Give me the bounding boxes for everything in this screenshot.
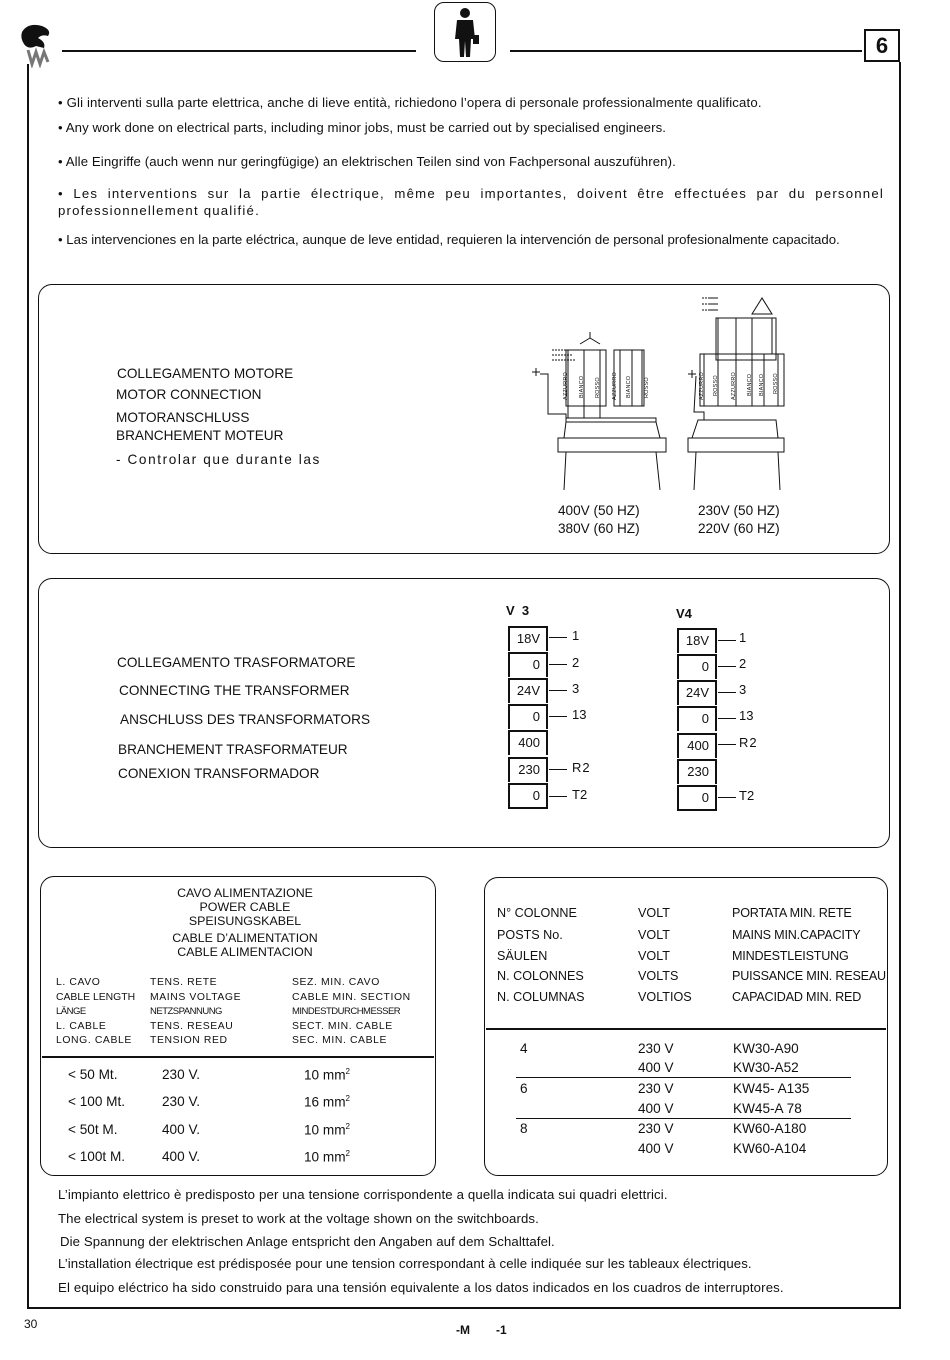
v3-terminal-number: 13 [572,707,587,722]
cable-row-section [304,1149,350,1165]
capacity-header-text: SÄULEN [497,949,548,963]
doc-code-left: -M [456,1323,470,1337]
v4-tick [718,692,736,693]
capacity-header-posts [497,903,584,1009]
capacity-group-divider [516,1118,851,1119]
capacity-header-text: N. COLONNES [497,968,584,983]
v4-tick [718,718,736,719]
cable-row-section-sup: 2 [345,1122,350,1131]
header-rule-right [510,50,862,52]
cable-row-length: < 100 Mt. [68,1094,126,1109]
note-es: El equipo eléctrico ha sido construido para una tensión equivalente a los datos indicados en los cuadros de interruptores. [58,1280,784,1295]
cable-row-length: < 100t M. [68,1149,126,1164]
cable-title-line: SPEISUNGSKABEL [188,914,302,928]
transformer-label-fr: BRANCHEMENT TRASFORMATEUR [118,742,348,757]
capacity-row-volt: 230 V [638,1081,674,1096]
v3-cell: 24V [508,678,548,703]
capacity-header-text: CAPACIDAD MIN. RED [732,990,862,1004]
delta-wire-label: AZZURRO [731,372,737,400]
v4-terminal-number: 3 [739,682,747,697]
v4-cell: 230 [677,759,717,784]
v3-terminal-number: 2 [572,655,580,670]
cable-header-text: TENS. RESEAU [150,1020,234,1032]
capacity-row-cap: KW45-A 78 [733,1101,802,1116]
v3-tick [549,637,567,638]
v3-tick [549,769,567,770]
capacity-header-divider [486,1028,886,1030]
capacity-row-cap: KW60-A180 [733,1121,807,1136]
cable-row-section [304,1067,350,1083]
star-wire-label: ROSSO [644,377,650,398]
cable-title-line: CAVO ALIMENTAZIONE [177,886,313,900]
cable-row-length: < 50 Mt. [68,1067,118,1082]
capacity-header-text: VOLT [638,927,670,942]
cable-row-section-sup: 2 [345,1149,350,1158]
capacity-row-posts: 4 [520,1041,528,1056]
v3-terminal-number: 1 [572,628,580,643]
capacity-header-text: MAINS MIN.CAPACITY [732,927,861,942]
cable-row-section-value: 10 mm [304,1067,346,1083]
v4-terminal-number: T2 [739,788,755,803]
delta-wiring-diagram [684,292,794,490]
note-de: Die Spannung der elektrischen Anlage entspricht den Angaben auf dem Schalttafel. [60,1234,555,1249]
cable-row-section [304,1122,350,1138]
cable-header-text: CABLE LENGTH [56,991,136,1003]
star-wire-label: AZZURRO [612,372,618,400]
v4-tick [718,744,736,745]
capacity-row-volt: 230 V [638,1121,674,1136]
page-badge: 6 [864,29,900,62]
v4-cell: 0 [677,706,717,731]
capacity-row-posts: 6 [520,1081,528,1096]
capacity-header-text: VOLTIOS [638,990,692,1004]
v4-tick [718,797,736,798]
cable-row-section-value: 10 mm [304,1122,346,1138]
page-number: 30 [24,1317,38,1331]
capacity-header-text: PORTATA MIN. RETE [732,906,852,920]
capacity-header-text: VOLT [638,949,670,963]
cable-title [40,886,450,959]
v4-title: V4 [676,606,692,621]
capacity-row-volt: 400 V [638,1141,674,1156]
transformer-label-es: CONEXION TRANSFORMADOR [118,766,320,781]
delta-wire-label: ROSSO [713,375,719,396]
v3-tick [549,664,567,665]
delta-wire-label: BIANCO [747,373,753,396]
transformer-label-de: ANSCHLUSS DES TRANSFORMATORS [120,712,371,727]
motor-label-it: COLLEGAMENTO MOTORE [117,366,294,381]
v4-cell: 0 [677,785,717,811]
motor-label-fr: BRANCHEMENT MOTEUR [116,428,284,443]
capacity-row-posts: 8 [520,1121,528,1136]
star-wire-label: BIANCO [626,375,632,398]
v4-terminal-number: 2 [739,656,747,671]
cable-header-voltage [150,976,241,1049]
cable-row-section-value: 10 mm [304,1149,346,1165]
intro-line-it: • Gli interventi sulla parte elettrica, anche di lieve entità, richiedono l’opera di personale professionalmente qualificato. [58,95,762,110]
cable-header-text: SEC. MIN. CABLE [292,1035,388,1046]
v3-cell: 18V [508,626,548,651]
cable-header-text: SEZ. MIN. CAVO [292,977,380,988]
cable-header-text: LÄNGE [56,1006,86,1017]
star-wire-label: AZZURRO [563,372,569,400]
capacity-row-volt: 400 V [638,1101,674,1116]
star-wire-label: BIANCO [579,375,585,398]
star-voltage-60hz: 380V (60 HZ) [558,521,640,536]
cable-row-length: < 50t M. [68,1122,118,1137]
v3-cell: 0 [508,704,548,729]
cable-header-text: MAINS VOLTAGE [150,991,242,1003]
capacity-row-volt: 230 V [638,1041,674,1056]
capacity-row-cap: KW45- A135 [733,1081,810,1096]
cable-header-length [56,976,135,1049]
v3-cell: 0 [508,783,548,809]
v3-cell: 400 [508,730,548,755]
capacity-row-volt: 400 V [638,1060,674,1075]
transformer-label-en: CONNECTING THE TRANSFORMER [119,683,350,698]
v3-terminal-number: 3 [572,681,580,696]
dog-logo-icon [18,20,58,68]
motor-label-es: - Controlar que durante las [116,452,321,467]
intro-line-de: • Alle Eingriffe (auch wenn nur geringfügige) an elektrischen Teilen sind von Fachpersonal auszuführen). [58,154,676,169]
capacity-row-cap: KW30-A52 [733,1060,799,1075]
cable-row-voltage: 230 V. [162,1067,201,1082]
v4-tick [718,640,736,641]
cable-row-section-value: 16 mm [304,1094,346,1110]
intro-line-es: • Las intervenciones en la parte eléctrica, aunque de leve entidad, requieren la intervención de personal profesionalmente capacitado. [58,232,840,247]
capacity-header-capacity [732,903,886,1009]
delta-wire-label: AZZURRO [699,372,705,400]
v3-cell: 230 [508,757,548,782]
header-rule-left [62,50,416,52]
capacity-header-text: N° COLONNE [497,906,577,920]
star-voltage-50hz: 400V (50 HZ) [558,503,640,518]
v3-tick [549,796,567,797]
intro-line-en: • Any work done on electrical parts, including minor jobs, must be carried out by specialised engineers. [58,120,667,135]
cable-row-voltage: 230 V. [162,1094,201,1109]
star-wiring-diagram [528,318,678,490]
motor-label-de: MOTORANSCHLUSS [116,410,250,425]
bottom-rule [27,1307,901,1309]
cable-header-divider [42,1056,434,1058]
v4-tick [718,666,736,667]
v4-cell: 24V [677,680,717,705]
capacity-header-text: PUISSANCE MIN. RESEAU [732,968,886,983]
capacity-group-divider [516,1077,851,1078]
cable-header-text: MINDESTDURCHMESSER [292,1006,401,1017]
delta-wire-label: ROSSO [773,373,779,394]
capacity-header-text: MINDESTLEISTUNG [732,949,849,963]
v3-tick [549,716,567,717]
v4-terminal-number: 1 [739,630,747,645]
star-wire-label: ROSSO [595,377,601,398]
v3-terminal-number: R2 [572,760,591,775]
cable-row-section-sup: 2 [345,1094,350,1103]
note-en: The electrical system is preset to work at the voltage shown on the switchboards. [58,1211,539,1226]
motor-label-en: MOTOR CONNECTION [116,387,262,402]
transformer-label-it: COLLEGAMENTO TRASFORMATORE [117,655,356,670]
delta-voltage-60hz: 220V (60 HZ) [698,521,780,536]
right-margin-rule [899,62,901,1308]
delta-voltage-50hz: 230V (50 HZ) [698,503,780,518]
cable-row-section [304,1094,350,1110]
capacity-row-cap: KW30-A90 [733,1041,799,1056]
capacity-header-volt [638,903,692,1009]
v4-terminal-number: 13 [739,708,754,723]
cable-header-text: TENSION RED [150,1035,228,1046]
v4-terminal-number: R2 [739,735,758,750]
note-fr: L’installation électrique est prédisposée pour une tension correspondant à celle indiquée sur les tableaux électriques. [58,1256,752,1271]
cable-header-text: L. CAVO [56,977,101,988]
cable-header-text: TENS. RETE [150,977,218,988]
cable-title-line: CABLE ALIMENTACION [177,945,313,959]
cable-header-text: SECT. MIN. CABLE [292,1020,393,1032]
v3-title: V 3 [506,603,530,618]
left-margin-rule [27,64,29,1308]
v3-terminal-number: T2 [572,787,588,802]
v3-tick [549,690,567,691]
note-it: L’impianto elettrico è predisposto per una tensione corrispondente a quella indicata sui quadri elettrici. [58,1187,668,1202]
cable-header-text: CABLE MIN. SECTION [292,991,411,1003]
cable-row-voltage: 400 V. [162,1149,201,1164]
intro-line-fr: • Les interventions sur la partie électrique, même peu importantes, doivent être effectuées par du personnel professionnellement qualifié. [58,186,884,218]
capacity-header-text: N. COLUMNAS [497,990,585,1004]
capacity-header-text: VOLTS [638,968,679,983]
cable-header-text: LONG. CABLE [56,1035,132,1046]
v4-cell: 18V [677,628,717,653]
cable-header-text: NETZSPANNUNG [150,1006,222,1017]
cable-header-section [292,976,411,1049]
cable-row-section-sup: 2 [345,1067,350,1076]
v4-cell: 400 [677,733,717,758]
v4-cell: 0 [677,654,717,679]
capacity-header-text: POSTS No. [497,927,563,942]
technician-icon [434,2,496,62]
doc-code-right: -1 [496,1323,507,1337]
cable-row-voltage: 400 V. [162,1122,201,1137]
capacity-row-cap: KW60-A104 [733,1141,807,1156]
v3-cell: 0 [508,652,548,677]
cable-header-text: L. CABLE [56,1020,107,1032]
cable-title-line: POWER CABLE [199,900,291,914]
cable-title-line: CABLE D’ALIMENTATION [172,931,318,945]
delta-wire-label: BIANCO [759,373,765,396]
capacity-header-text: VOLT [638,906,670,920]
